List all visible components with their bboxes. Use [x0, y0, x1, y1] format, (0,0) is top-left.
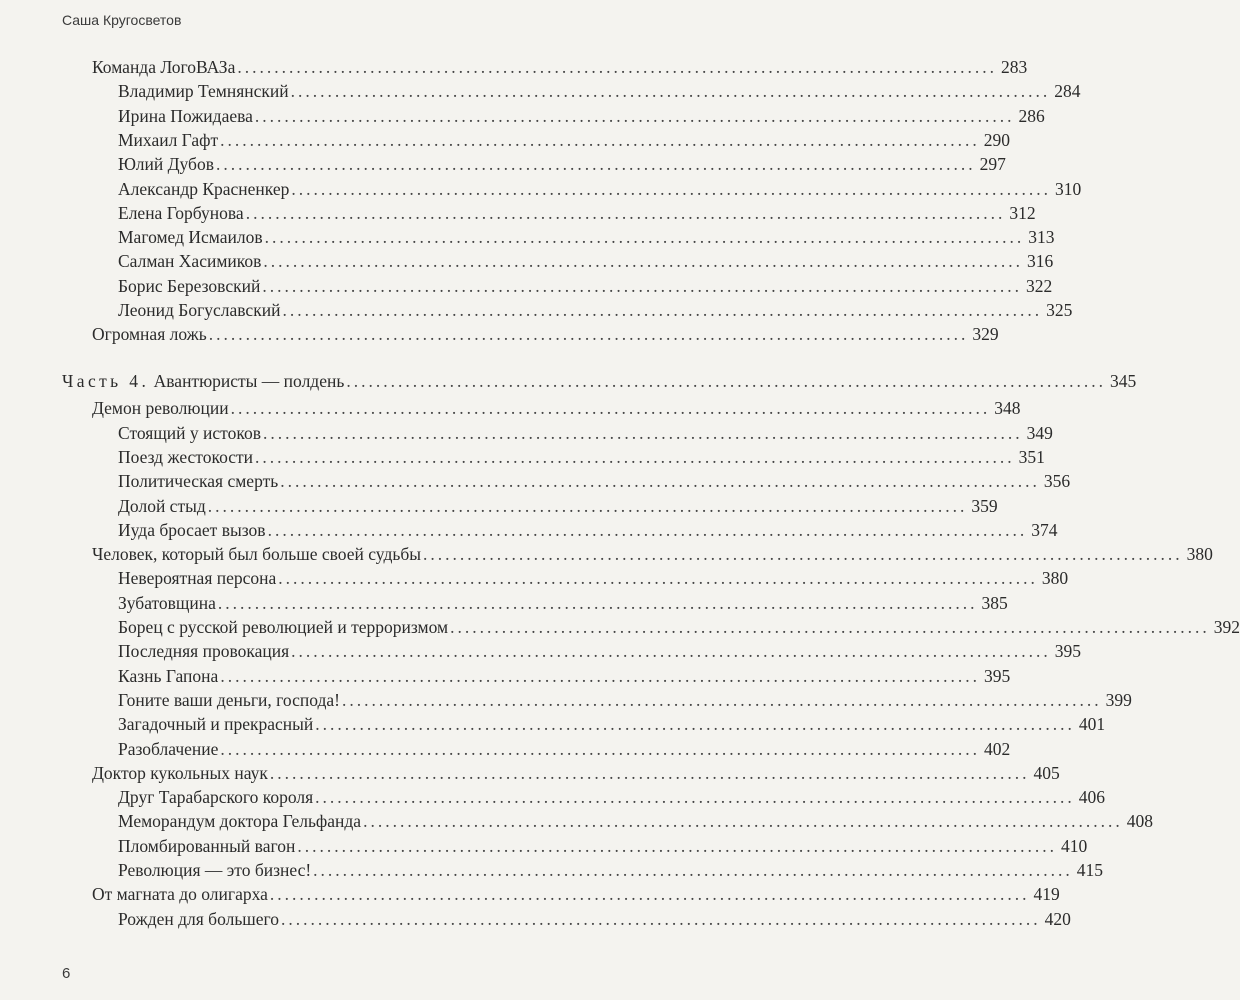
toc-entry-title: Борис Березовский	[118, 275, 261, 296]
toc-part-heading	[62, 370, 1137, 392]
toc-leader-dots: .......................................................................................................	[264, 227, 1025, 248]
toc-entry	[118, 275, 1053, 297]
toc-entry-page: 286	[1018, 105, 1045, 126]
toc-entry	[118, 470, 1071, 492]
toc-entry-title: Зубатовщина	[118, 592, 216, 613]
toc-entry-page: 349	[1026, 422, 1053, 443]
toc-entry-page: 410	[1060, 835, 1088, 856]
toc-entry-title: Доктор кукольных наук	[92, 762, 268, 783]
toc-leader-dots: .......................................................................................................	[262, 422, 1023, 443]
toc-entry-title: Огромная ложь	[92, 324, 207, 345]
toc-leader-dots: .......................................................................................................	[220, 129, 980, 150]
toc-entry-title: Демон революции	[92, 398, 229, 419]
toc-entry	[118, 908, 1071, 930]
toc-leader-dots: .......................................................................................................	[207, 495, 968, 516]
toc-entry	[118, 640, 1082, 662]
toc-entry-title: Михаил Гафт	[118, 129, 219, 150]
toc-entry-page: 374	[1031, 519, 1058, 540]
toc-entry-title: Салман Хасимиков	[118, 251, 262, 272]
toc-entry-page: 380	[1186, 544, 1213, 565]
toc-entry-page: 356	[1043, 471, 1071, 492]
toc-entry	[118, 786, 1106, 808]
toc-entry-title: Рожден для большего	[118, 908, 280, 929]
toc-entry	[118, 299, 1073, 321]
toc-entry-page: 380	[1041, 568, 1069, 589]
toc-entry-title: Последняя провокация	[118, 641, 290, 662]
toc-entry-title: Владимир Темнянский	[118, 81, 289, 102]
toc-entry-title: Авантюристы — полдень	[153, 370, 345, 391]
toc-entry-title: Борец с русской революцией и терроризмом	[118, 617, 449, 637]
toc-entry	[92, 883, 1060, 905]
toc-entry	[118, 446, 1045, 468]
toc-entry-title: Гоните ваши деньги, господа!	[118, 689, 340, 710]
toc-entry	[118, 495, 998, 517]
toc-entry	[92, 397, 1021, 419]
toc-leader-dots: .......................................................................................................	[313, 860, 1073, 880]
toc-entry	[118, 80, 1081, 102]
toc-leader-dots: .......................................................................................................	[255, 446, 1015, 467]
toc-entry-title: Казнь Гапона	[118, 665, 219, 686]
toc-entry	[118, 153, 1006, 175]
toc-entry-page: 283	[1000, 57, 1028, 77]
toc-entry-title: Пломбированный вагон	[118, 835, 296, 856]
toc-entry-title: Долой стыд	[118, 495, 206, 516]
toc-leader-dots: .......................................................................................................	[278, 568, 1038, 589]
toc-entry-title: Ирина Пожидаева	[118, 105, 253, 126]
toc-leader-dots: .......................................................................................................	[315, 714, 1075, 735]
toc-entry	[118, 859, 1104, 881]
toc-leader-dots: .......................................................................................................	[291, 178, 1052, 199]
toc-entry-title: Леонид Богуславский	[118, 300, 281, 320]
toc-entry-page: 395	[983, 665, 1011, 686]
toc-leader-dots: .......................................................................................................	[280, 471, 1040, 492]
toc-entry-title: Юлий Дубов	[118, 154, 214, 175]
toc-leader-dots: .......................................................................................................	[254, 105, 1015, 126]
toc-entry	[118, 129, 1010, 151]
toc-leader-dots: .......................................................................................................	[281, 908, 1041, 929]
toc-entry-page: 322	[1025, 275, 1053, 296]
toc-entry-title: Разоблачение	[118, 738, 219, 759]
toc-entry-page: 399	[1105, 689, 1132, 710]
toc-entry-page: 405	[1033, 762, 1060, 783]
toc-leader-dots: .......................................................................................................	[267, 519, 1028, 540]
toc-entry	[118, 422, 1053, 444]
toc-leader-dots: .......................................................................................................	[290, 81, 1051, 102]
toc-entry-page: 415	[1076, 860, 1104, 880]
toc-entry	[118, 689, 1132, 711]
toc-leader-dots: .......................................................................................................	[282, 300, 1043, 320]
toc-leader-dots: .......................................................................................................	[217, 592, 978, 613]
toc-entry	[118, 226, 1055, 248]
toc-entry-page: 345	[1109, 370, 1137, 391]
toc-entry	[92, 56, 1028, 78]
toc-leader-dots: .......................................................................................................	[341, 689, 1102, 710]
toc-leader-dots: .......................................................................................................	[269, 762, 1030, 783]
toc-entry	[118, 519, 1058, 541]
toc-leader-dots: .......................................................................................................	[291, 641, 1051, 662]
toc-entry	[118, 665, 1011, 687]
toc-entry-page: 329	[972, 324, 999, 345]
toc-entry-title: Стоящий у истоков	[118, 422, 261, 443]
toc-leader-dots: .......................................................................................................	[269, 884, 1030, 905]
toc-entry	[118, 738, 1011, 760]
toc-entry-page: 310	[1055, 178, 1082, 199]
toc-entry-page: 290	[983, 129, 1010, 150]
toc-entry-page: 401	[1078, 714, 1106, 735]
toc-leader-dots: .......................................................................................................	[215, 154, 976, 175]
toc-entry-title: От магната до олигарха	[92, 884, 268, 905]
running-header: Саша Кругосветов	[62, 12, 182, 28]
toc-entry-title: Человек, который был больше своей судьбы	[92, 544, 421, 565]
toc-entry-page: 348	[994, 398, 1021, 419]
toc-entry	[118, 567, 1069, 589]
toc-leader-dots: .......................................................................................................	[262, 275, 1022, 296]
toc-leader-dots: .......................................................................................................	[363, 811, 1123, 832]
toc-entry	[118, 202, 1036, 224]
toc-entry-page: 419	[1033, 884, 1060, 905]
toc-entry	[118, 835, 1088, 857]
toc-entry-title: Друг Тарабарского короля	[118, 787, 314, 808]
toc-entry-title: Александр Красненкер	[118, 178, 290, 199]
toc-leader-dots: .......................................................................................................	[297, 835, 1057, 856]
toc-entry-page: 359	[971, 495, 998, 516]
toc-leader-dots: .......................................................................................................	[263, 251, 1024, 272]
toc-entry-title: Невероятная персона	[118, 568, 277, 589]
toc-leader-dots: .......................................................................................................	[220, 738, 981, 759]
toc-entry-page: 392	[1213, 617, 1240, 637]
toc-leader-dots: .......................................................................................................	[450, 617, 1210, 637]
toc-entry-page: 408	[1126, 811, 1153, 832]
toc-entry-title: Политическая смерть	[118, 471, 279, 492]
toc-entry-page: 395	[1054, 641, 1082, 662]
toc-entry-page: 284	[1054, 81, 1081, 102]
toc-entry-page: 406	[1078, 787, 1106, 808]
toc-entry	[118, 616, 1240, 638]
toc-entry	[118, 810, 1153, 832]
toc-entry	[92, 543, 1213, 565]
toc-entry-page: 402	[984, 738, 1011, 759]
toc-entry	[92, 323, 999, 345]
toc-entry-title: Магомед Исмаилов	[118, 227, 263, 248]
toc-entry-title: Меморандум доктора Гельфанда	[118, 811, 362, 832]
toc-entry-page: 297	[979, 154, 1006, 175]
toc-entry-page: 313	[1028, 227, 1055, 248]
toc-entry	[118, 250, 1054, 272]
toc-entry-title: Иуда бросает вызов	[118, 519, 266, 540]
toc-entry-page: 325	[1046, 300, 1073, 320]
toc-entry	[118, 592, 1008, 614]
toc-entry-page: 385	[981, 592, 1008, 613]
toc-entry-title: Революция — это бизнес!	[118, 860, 312, 880]
toc-entry	[92, 762, 1060, 784]
toc-entry-page: 312	[1009, 202, 1036, 223]
toc-leader-dots: .......................................................................................................	[315, 787, 1075, 808]
toc-entry-title: Загадочный и прекрасный	[118, 714, 314, 735]
toc-leader-dots: .......................................................................................................	[423, 544, 1183, 565]
toc-leader-dots: .......................................................................................................	[208, 324, 969, 345]
toc-leader-dots: .......................................................................................................	[346, 370, 1106, 391]
page-number: 6	[62, 965, 71, 982]
toc-entry-title: Команда ЛогоВАЗа	[92, 57, 236, 77]
toc-entry-title: Елена Горбунова	[118, 202, 244, 223]
toc-entry	[118, 105, 1045, 127]
toc-entry	[118, 178, 1082, 200]
toc-part-label: Часть 4.	[62, 370, 150, 391]
toc-leader-dots: .......................................................................................................	[230, 398, 991, 419]
toc-leader-dots: .......................................................................................................	[245, 202, 1006, 223]
toc-entry-page: 316	[1027, 251, 1054, 272]
toc-leader-dots: .......................................................................................................	[237, 57, 997, 77]
toc-leader-dots: .......................................................................................................	[220, 665, 980, 686]
toc-entry-title: Поезд жестокости	[118, 446, 254, 467]
toc-entry-page: 420	[1044, 908, 1071, 929]
toc-entry	[118, 713, 1106, 735]
toc-entry-page: 351	[1018, 446, 1045, 467]
